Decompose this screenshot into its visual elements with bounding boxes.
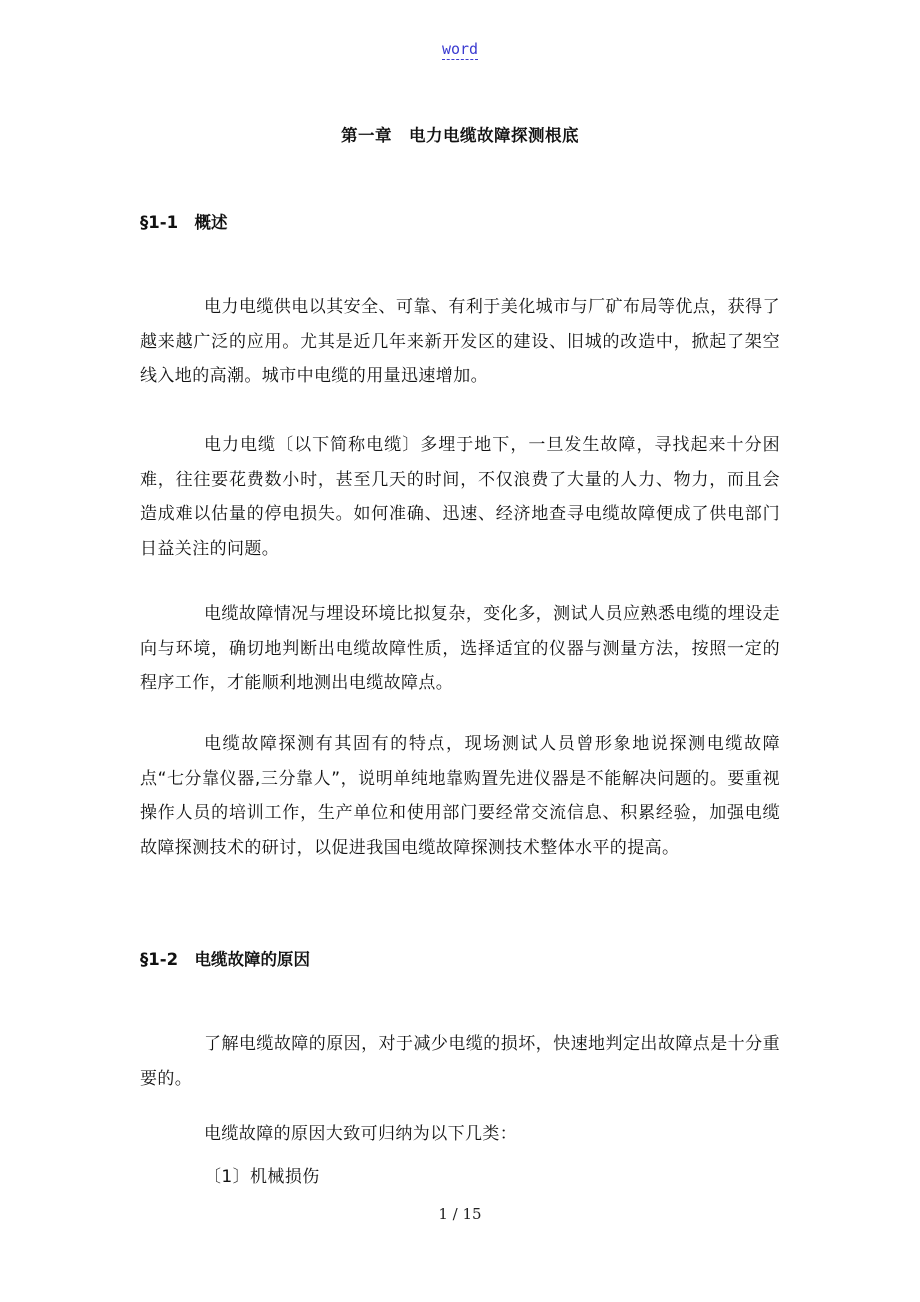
section-heading-causes: §1-2 电缆故障的原因 xyxy=(140,950,311,969)
causes-intro-line: 电缆故障的原因大致可归纳为以下几类： xyxy=(204,1124,518,1144)
paragraph-5: 了解电缆故障的原因，对于减少电缆的损坏，快速地判定出故障点是十分重要的。 xyxy=(140,1034,780,1089)
paragraph-3: 电缆故障情况与埋设环境比拟复杂，变化多，测试人员应熟悉电缆的埋设走向与环境，确切地判断出电缆故障性质，选择适宜的仪器与测量方法，按照一定的程序工作，才能顺利地测出电缆故障点。 xyxy=(140,604,780,693)
page-number: 1 / 15 xyxy=(438,1205,482,1223)
header-link-text[interactable]: word xyxy=(441,40,479,58)
cause-item-1: 〔1〕机械损伤 xyxy=(204,1167,320,1187)
paragraph-1: 电力电缆供电以其安全、可靠、有利于美化城市与厂矿布局等优点，获得了越来越广泛的应用。尤其是近几年来新开发区的建设、旧城的改造中，掀起了架空线入地的高潮。城市中电缆的用量迅速增加。 xyxy=(140,297,780,386)
header-word-link[interactable] xyxy=(0,40,920,58)
paragraph-2: 电力电缆〔以下简称电缆〕多埋于地下，一旦发生故障，寻找起来十分困难，往往要花费数小时，甚至几天的时间，不仅浪费了大量的人力、物力，而且会造成难以估量的停电损失。如何准确、迅速、经济地查寻电缆故障便成了供电部门日益关注的问题。 xyxy=(140,435,780,559)
paragraph-4: 电缆故障探测有其固有的特点，现场测试人员曾形象地说探测电缆故障点“七分靠仪器,三分靠人”，说明单纯地靠购置先进仪器是不能解决问题的。要重视操作人员的培训工作，生产单位和使用部门要经常交流信息、积累经验，加强电缆故障探测技术的研讨，以促进我国电缆故障探测技术整体水平的提高。 xyxy=(140,734,780,858)
chapter-title: 第一章 电力电缆故障探测根底 xyxy=(341,126,579,145)
section-heading-overview: §1-1 概述 xyxy=(140,213,228,232)
